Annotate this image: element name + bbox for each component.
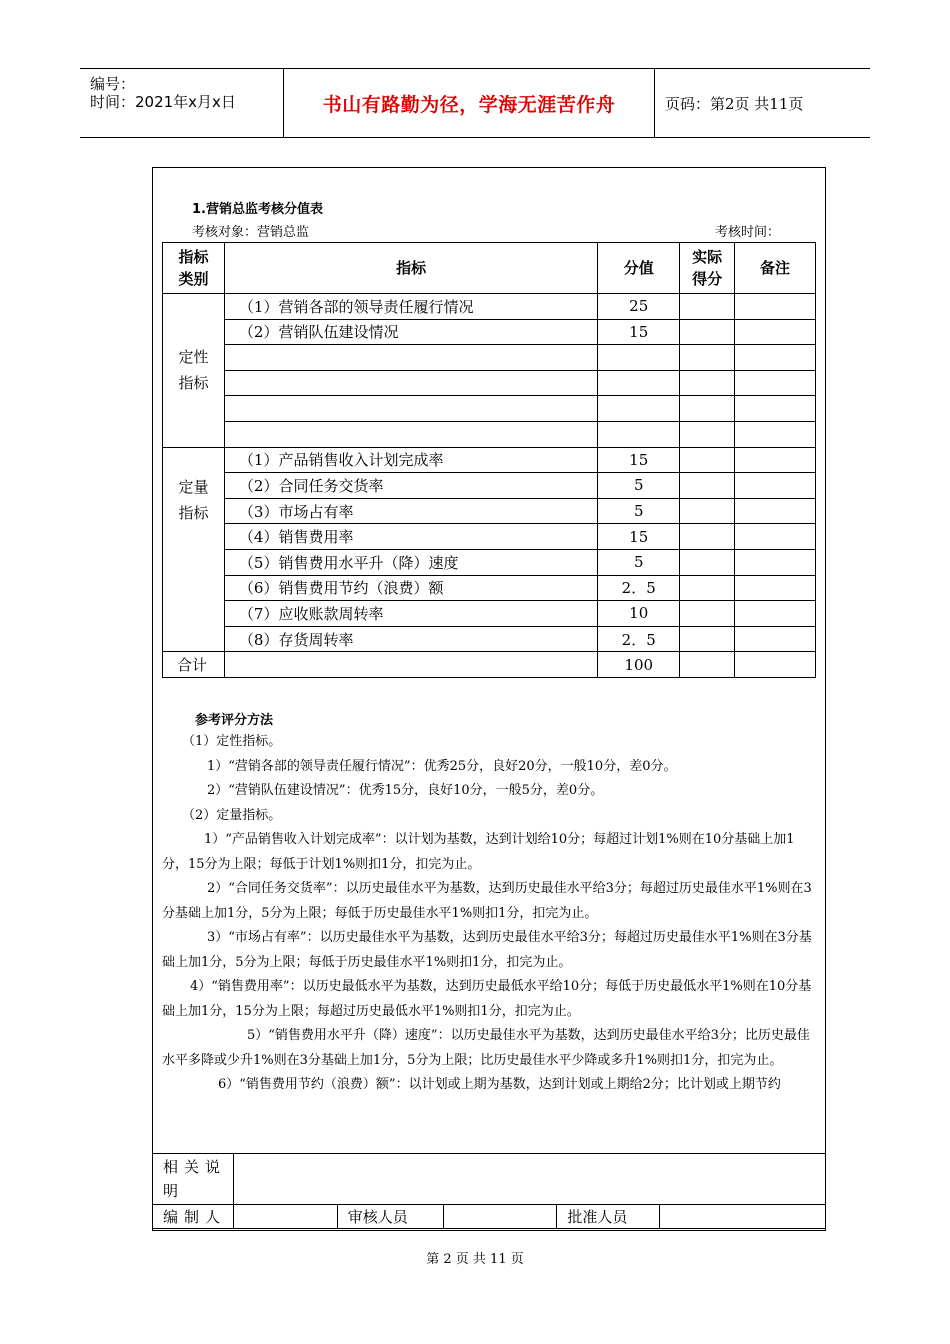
method-title: 参考评分方法 xyxy=(195,713,274,728)
score-cell: 15 xyxy=(598,447,680,473)
total-score: 100 xyxy=(598,652,680,678)
total-actual-cell[interactable] xyxy=(680,652,735,678)
related-notes-value[interactable] xyxy=(233,1154,825,1205)
related-notes-row xyxy=(153,1154,826,1205)
score-cell xyxy=(598,370,680,396)
remark-cell[interactable] xyxy=(735,549,816,575)
score-cell: 5 xyxy=(598,549,680,575)
category-quantitative: 定量 指标 xyxy=(163,447,225,652)
score-cell: 2．5 xyxy=(598,575,680,601)
remark-cell[interactable] xyxy=(735,575,816,601)
reviewer-value[interactable] xyxy=(443,1205,557,1229)
table-row xyxy=(163,396,816,422)
indicator-cell xyxy=(224,370,597,396)
table-row xyxy=(163,319,816,345)
signature-row xyxy=(153,1205,826,1229)
page-header xyxy=(80,68,870,138)
header-page-info: 页码：第2页 共11页 xyxy=(665,94,804,113)
indicator-cell: （1）产品销售收入计划完成率 xyxy=(224,447,597,473)
table-row xyxy=(163,294,816,320)
total-label: 合计 xyxy=(163,652,225,678)
approver-label: 批准人员 xyxy=(557,1205,660,1229)
header-meta xyxy=(80,69,284,137)
table-row xyxy=(163,447,816,473)
indicator-cell: （8）存货周转率 xyxy=(224,626,597,652)
category-qualitative: 定性 指标 xyxy=(163,294,225,448)
method-paragraph: （1）定性指标。 xyxy=(182,734,282,749)
method-body xyxy=(162,730,816,1098)
method-paragraph: 2）“营销队伍建设情况”：优秀15分，良好10分，一般5分，差0分。 xyxy=(207,783,604,798)
actual-score-cell[interactable] xyxy=(680,626,735,652)
col-header-indicator: 指标 xyxy=(224,243,597,294)
remark-cell[interactable] xyxy=(735,473,816,499)
remark-cell[interactable] xyxy=(735,498,816,524)
actual-score-cell[interactable] xyxy=(680,319,735,345)
assessment-object: 考核对象：营销总监 xyxy=(192,225,310,240)
remark-cell[interactable] xyxy=(735,370,816,396)
actual-score-cell[interactable] xyxy=(680,524,735,550)
actual-score-cell[interactable] xyxy=(680,421,735,447)
remark-cell[interactable] xyxy=(735,396,816,422)
total-indicator-cell xyxy=(224,652,597,678)
remark-cell[interactable] xyxy=(735,626,816,652)
table-title: 1.营销总监考核分值表 xyxy=(192,202,323,217)
table-row xyxy=(163,575,816,601)
total-remark-cell[interactable] xyxy=(735,652,816,678)
page-footer: 第 2 页 共 11 页 xyxy=(426,1252,524,1267)
table-row xyxy=(163,498,816,524)
score-table xyxy=(162,242,816,678)
indicator-cell: （7）应收账款周转率 xyxy=(224,601,597,627)
indicator-cell xyxy=(224,396,597,422)
col-header-score: 分值 xyxy=(598,243,680,294)
reviewer-label: 审核人员 xyxy=(337,1205,443,1229)
method-paragraph: 1）“营销各部的领导责任履行情况”：优秀25分，良好20分，一般10分，差0分。 xyxy=(207,758,677,774)
score-cell: 5 xyxy=(598,473,680,499)
col-header-actual: 实际 得分 xyxy=(680,243,735,294)
score-cell: 25 xyxy=(598,294,680,320)
score-cell: 5 xyxy=(598,498,680,524)
actual-score-cell[interactable] xyxy=(680,370,735,396)
actual-score-cell[interactable] xyxy=(680,601,735,627)
table-row xyxy=(163,370,816,396)
actual-score-cell[interactable] xyxy=(680,473,735,499)
remark-cell[interactable] xyxy=(735,319,816,345)
method-paragraph: 1）“产品销售收入计划完成率”：以计划为基数，达到计划给10分；每超过计划1%则在10分基础上加1分，15分为上限；每低于计划1%则扣1分，扣完为止。 xyxy=(162,832,795,872)
actual-score-cell[interactable] xyxy=(680,294,735,320)
score-cell xyxy=(598,396,680,422)
indicator-cell xyxy=(224,421,597,447)
score-cell: 2．5 xyxy=(598,626,680,652)
method-paragraph: 4）“销售费用率”：以历史最低水平为基数，达到历史最低水平给10分；每低于历史最低水平1%则在10分基础上加1分，15分为上限；每超过历史最低水平1%则扣1分，扣完为止。 xyxy=(162,979,812,1019)
method-paragraph: 6）“销售费用节约（浪费）额”：以计划或上期为基数，达到计划或上期给2分；比计划或上期节约 xyxy=(218,1077,781,1092)
header-motto: 书山有路勤为径，学海无涯苦作舟 xyxy=(322,93,616,116)
assessment-time: 考核时间： xyxy=(715,225,781,240)
indicator-cell: （2）营销队伍建设情况 xyxy=(224,319,597,345)
score-cell: 10 xyxy=(598,601,680,627)
table-header-row xyxy=(163,243,816,294)
remark-cell[interactable] xyxy=(735,447,816,473)
indicator-cell: （5）销售费用水平升（降）速度 xyxy=(224,549,597,575)
method-paragraph: 5）“销售费用水平升（降）速度”：以历史最佳水平为基数，达到历史最佳水平给3分；比历史最佳水平多降或少升1%则在3分基础上加1分，5分为上限；比历史最佳水平少降或多升1%则扣1分，扣完为止。 xyxy=(162,1028,810,1068)
indicator-cell: （2）合同任务交货率 xyxy=(224,473,597,499)
actual-score-cell[interactable] xyxy=(680,345,735,371)
score-cell: 15 xyxy=(598,319,680,345)
header-motto-cell xyxy=(284,69,655,137)
table-row xyxy=(163,626,816,652)
total-row xyxy=(163,652,816,678)
header-page-cell xyxy=(655,69,870,137)
indicator-cell: （1）营销各部的领导责任履行情况 xyxy=(224,294,597,320)
score-cell xyxy=(598,421,680,447)
remark-cell[interactable] xyxy=(735,345,816,371)
indicator-cell: （3）市场占有率 xyxy=(224,498,597,524)
remark-cell[interactable] xyxy=(735,294,816,320)
actual-score-cell[interactable] xyxy=(680,447,735,473)
signature-table xyxy=(152,1153,826,1229)
actual-score-cell[interactable] xyxy=(680,396,735,422)
score-cell xyxy=(598,345,680,371)
table-row xyxy=(163,601,816,627)
prepared-by-value[interactable] xyxy=(233,1205,337,1229)
indicator-cell xyxy=(224,345,597,371)
method-paragraph: 2）“合同任务交货率”：以历史最佳水平为基数，达到历史最佳水平给3分；每超过历史最佳水平1%则在3分基础上加1分，5分为上限；每低于历史最佳水平1%则扣1分，扣完为止。 xyxy=(162,881,812,921)
actual-score-cell[interactable] xyxy=(680,498,735,524)
actual-score-cell[interactable] xyxy=(680,575,735,601)
col-header-category: 指标 类别 xyxy=(163,243,225,294)
method-paragraph: （2）定量指标。 xyxy=(182,807,282,823)
remark-cell[interactable] xyxy=(735,524,816,550)
actual-score-cell[interactable] xyxy=(680,549,735,575)
score-cell: 15 xyxy=(598,524,680,550)
table-row xyxy=(163,473,816,499)
remark-cell[interactable] xyxy=(735,421,816,447)
table-row xyxy=(163,421,816,447)
indicator-cell: （4）销售费用率 xyxy=(224,524,597,550)
doc-number-label: 编号： xyxy=(90,75,136,93)
table-row xyxy=(163,345,816,371)
approver-value[interactable] xyxy=(660,1205,826,1229)
indicator-cell: （6）销售费用节约（浪费）额 xyxy=(224,575,597,601)
col-header-remark: 备注 xyxy=(735,243,816,294)
prepared-by-label: 编制人 xyxy=(153,1205,234,1229)
doc-time-label: 时间：2021年x月x日 xyxy=(90,93,236,111)
related-notes-label: 相关说明 xyxy=(153,1154,234,1205)
table-row xyxy=(163,524,816,550)
remark-cell[interactable] xyxy=(735,601,816,627)
method-paragraph: 3）“市场占有率”：以历史最佳水平为基数，达到历史最佳水平给3分；每超过历史最佳水平1%则在3分基础上加1分，5分为上限；每低于历史最佳水平1%则扣1分，扣完为止。 xyxy=(162,930,812,970)
table-row xyxy=(163,549,816,575)
